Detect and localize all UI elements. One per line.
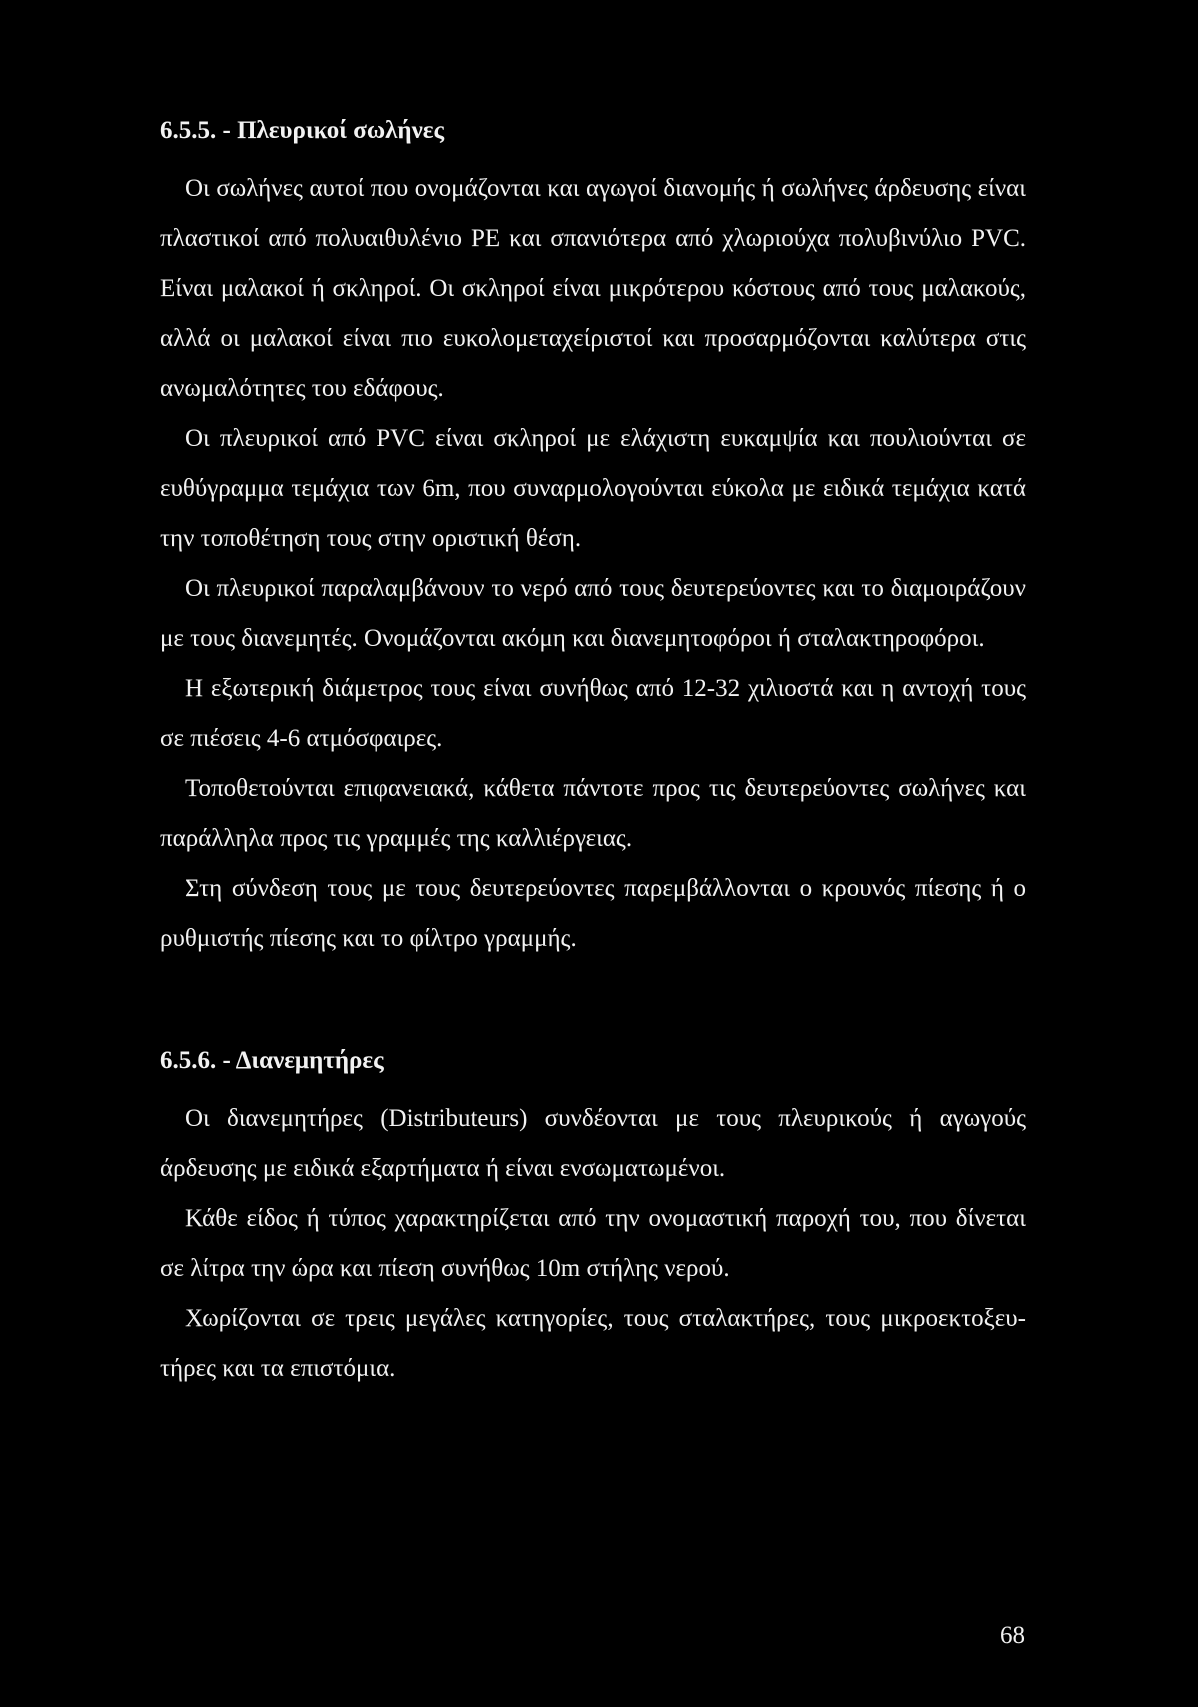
- page-number: 68: [1000, 1622, 1025, 1649]
- paragraph: Τοποθετούνται επιφανειακά, κάθετα πάντοτε προς τις δευτερεύοντες σωλήνες και παράλληλα προς τις γραμμές της καλλιέργειας.: [160, 775, 1026, 852]
- section-heading-lateral-pipes: 6.5.5. - Πλευρικοί σωλήνες: [160, 117, 444, 144]
- paragraph: Οι πλευρικοί από PVC είναι σκληροί με ελάχιστη ευκαμψία και πουλιούνται σε ευθύγραμμα τεμάχια των 6m, που συναρμολογούνται εύκολα με ειδικά τεμάχια κατά την τοποθέτηση τους στην οριστική θέση.: [160, 425, 1026, 552]
- paragraph: Χωρίζονται σε τρεις μεγάλες κατηγορίες, τους σταλακτήρες, τους μικροεκτοξευ-τήρες και τα επιστόμια.: [160, 1305, 1026, 1382]
- paragraph: Οι σωλήνες αυτοί που ονομάζονται και αγωγοί διανομής ή σωλήνες άρδευσης είναι πλαστικοί από πολυαιθυλένιο ΡΕ και σπανιότερα από χλωριούχα πολυβινύλιο PVC. Είναι μαλακοί ή σκληροί. Οι σκληροί είναι μικρότερου κόστους από τους μαλακούς, αλλά οι μαλακοί είναι πιο ευκολομεταχείριστοί και προσαρμόζονται καλύτερα στις ανωμαλότητες του εδάφους.: [160, 175, 1026, 402]
- section-heading-distributors: 6.5.6. - Διανεμητήρες: [160, 1047, 384, 1074]
- paragraph: Οι διανεμητήρες (Distributeurs) συνδέονται με τους πλευρικούς ή αγωγούς άρδευσης με ειδικά εξαρτήματα ή είναι ενσωματωμένοι.: [160, 1105, 1026, 1182]
- paragraph: Η εξωτερική διάμετρος τους είναι συνήθως από 12-32 χιλιοστά και η αντοχή τους σε πιέσεις 4-6 ατμόσφαιρες.: [160, 675, 1026, 752]
- document-page: [160, 116, 1026, 1394]
- paragraph: Οι πλευρικοί παραλαμβάνουν το νερό από τους δευτερεύοντες και το διαμοιράζουν με τους διανεμητές. Ονομάζονται ακόμη και διανεμητοφόροι ή σταλακτηροφόροι.: [160, 575, 1026, 652]
- section-distributors: [160, 1046, 1026, 1394]
- paragraph: Στη σύνδεση τους με τους δευτερεύοντες παρεμβάλλονται ο κρουνός πίεσης ή ο ρυθμιστής πίεσης και το φίλτρο γραμμής.: [160, 875, 1026, 952]
- paragraph: Κάθε είδος ή τύπος χαρακτηρίζεται από την ονομαστική παροχή του, που δίνεται σε λίτρα την ώρα και πίεση συνήθως 10m στήλης νερού.: [160, 1205, 1026, 1282]
